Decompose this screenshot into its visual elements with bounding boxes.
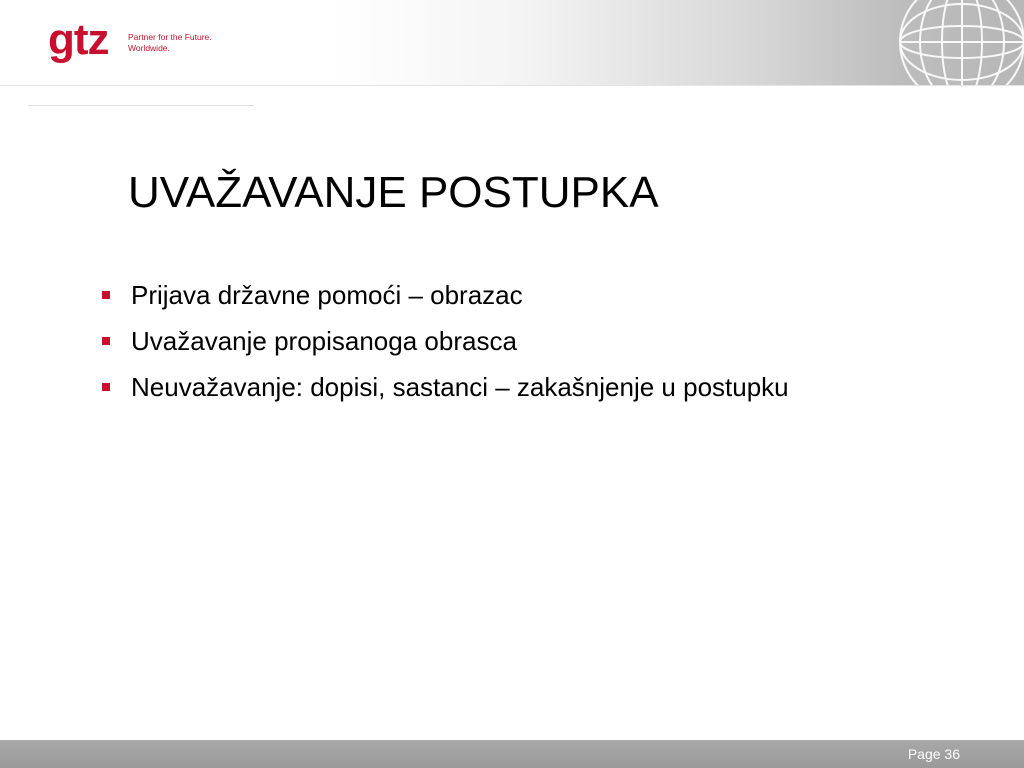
- logo-tagline: [128, 32, 212, 54]
- page-number: Page 36: [907, 746, 960, 762]
- bullet-list: [100, 278, 920, 416]
- list-item: [100, 324, 920, 359]
- logo-mark: gtz: [48, 15, 109, 64]
- slide-title: UVAŽAVANJE POSTUPKA: [128, 168, 659, 217]
- footer-bar: [0, 740, 1024, 768]
- bullet-square-icon: [102, 337, 110, 345]
- bullet-text: Prijava državne pomoći – obrazac: [131, 280, 523, 310]
- bullet-text: Neuvažavanje: dopisi, sastanci – zakašnjenje u postupku: [131, 372, 789, 402]
- header-band: [0, 0, 1024, 86]
- list-item: [100, 370, 920, 405]
- bullet-square-icon: [102, 383, 110, 391]
- gtz-logo: [48, 15, 288, 80]
- header-divider: [0, 85, 1024, 86]
- tagline-line-1: Partner for the Future.: [128, 32, 212, 42]
- header-underline: [28, 105, 254, 106]
- bullet-text: Uvažavanje propisanoga obrasca: [131, 326, 517, 356]
- bullet-square-icon: [102, 291, 110, 299]
- globe-icon: [892, 0, 1024, 86]
- list-item: [100, 278, 920, 313]
- tagline-line-2: Worldwide.: [128, 43, 170, 53]
